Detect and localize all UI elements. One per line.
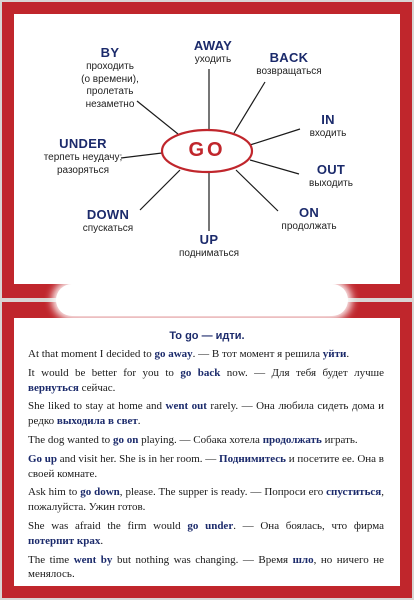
example-sentence	[28, 485, 384, 515]
highlighted-phrase: спуститься	[326, 486, 382, 499]
highlighted-phrase: Go up	[28, 452, 58, 465]
branch-translation: входить	[309, 128, 347, 139]
sentence-text: и посетите ее. Она в своей комнате.	[28, 452, 384, 480]
branch-phrase: IN	[321, 112, 335, 127]
branch-phrase: AWAY	[193, 38, 233, 53]
sentence-text: , пожалуйста. Ужин готов.	[28, 486, 384, 514]
highlighted-phrase: Поднимитесь	[219, 452, 286, 465]
highlighted-phrase: потерпит крах	[28, 534, 101, 547]
branch-translation: пролетать	[86, 86, 134, 97]
highlighted-phrase: go under	[187, 519, 234, 532]
spoke-down	[140, 170, 180, 210]
center-word-go: GO	[188, 139, 226, 161]
branch-phrase: OUT	[316, 162, 346, 177]
sentence-text: She liked to stay at home and	[28, 400, 166, 413]
example-sentence	[28, 366, 384, 396]
sentence-text: .	[137, 415, 141, 428]
sentence-text: . — В тот момент я решила	[192, 348, 323, 360]
branch-under	[28, 136, 138, 177]
branch-translation: выходить	[309, 178, 353, 189]
branch-in	[293, 112, 363, 141]
sentence-text: The time	[28, 553, 74, 566]
sentence-text: and visit her. She is in her room. —	[57, 452, 220, 465]
sentence-text: The dog wanted to	[28, 433, 113, 446]
spoke-back	[234, 82, 265, 133]
sentence-text: .	[100, 534, 104, 547]
sentence-text: Ask him to	[28, 486, 81, 499]
branch-translation: уходить	[194, 54, 232, 65]
highlighted-phrase: вернуться	[28, 381, 79, 394]
branch-out	[291, 162, 371, 191]
sentence-text: rarely. — Она любила сидеть дома и редко	[28, 400, 384, 428]
examples-list	[28, 347, 384, 586]
branch-down	[68, 207, 148, 236]
highlighted-phrase: went by	[73, 553, 113, 566]
example-sentence	[28, 433, 384, 448]
branch-translation: спускаться	[82, 223, 134, 234]
highlighted-phrase: уйти	[322, 348, 347, 360]
highlighted-phrase: go back	[180, 366, 221, 379]
highlighted-phrase: шло	[292, 553, 314, 566]
branch-translation: разоряться	[56, 164, 110, 176]
sentence-text: now. — Для тебя будет лучше	[220, 366, 385, 379]
branch-phrase: BY	[100, 45, 120, 60]
branch-translation: незаметно	[85, 98, 135, 110]
branch-by	[60, 45, 160, 111]
highlighted-phrase: go on	[112, 433, 139, 446]
sentence-text: It would be better for you to	[28, 366, 181, 379]
highlighted-phrase: продолжать	[262, 433, 322, 446]
branch-back	[244, 50, 334, 79]
branch-phrase: DOWN	[86, 207, 130, 222]
sentence-text: playing. — Собака хотела	[138, 433, 263, 446]
branch-phrase: UNDER	[59, 136, 107, 151]
branch-up	[164, 232, 254, 261]
branch-translation: продолжать	[281, 221, 337, 232]
highlighted-phrase: выходила в свет	[56, 415, 138, 428]
branch-translation: проходить	[86, 61, 134, 72]
sentence-text: , please. The supper is ready. — Попроси его	[119, 486, 327, 499]
sentence-text: At that moment I decided to	[28, 348, 155, 360]
example-sentence	[28, 452, 384, 482]
sentence-text: . — Она боялась, что фирма	[233, 519, 384, 532]
branch-away	[178, 38, 248, 67]
sentence-text: играть.	[321, 433, 358, 446]
branch-translation: (о времени),	[81, 73, 139, 85]
example-sentence	[28, 519, 384, 549]
highlighted-phrase: went out	[165, 400, 207, 413]
sentence-text: .	[346, 348, 350, 360]
sentence-text: сейчас.	[78, 381, 116, 394]
example-sentence	[28, 553, 384, 583]
branch-translation: возвращаться	[256, 66, 322, 77]
sentence-text: , но ничего не менялось.	[28, 553, 384, 581]
branch-phrase: ON	[298, 205, 320, 220]
highlighted-phrase: go away	[154, 348, 193, 360]
branch-phrase: BACK	[269, 50, 309, 65]
branch-translation: терпеть неудачу;	[43, 152, 123, 163]
example-sentence	[28, 347, 384, 362]
example-sentence	[28, 399, 384, 429]
sentence-text: She was afraid the firm would	[28, 519, 188, 532]
branch-on	[264, 205, 354, 234]
sentence-text: but nothing was changing. — Время	[112, 553, 293, 566]
examples-heading: To go — идти.	[169, 330, 245, 342]
branch-phrase: UP	[199, 232, 219, 247]
highlighted-phrase: go down	[80, 486, 120, 499]
branch-translation: подниматься	[178, 248, 240, 259]
